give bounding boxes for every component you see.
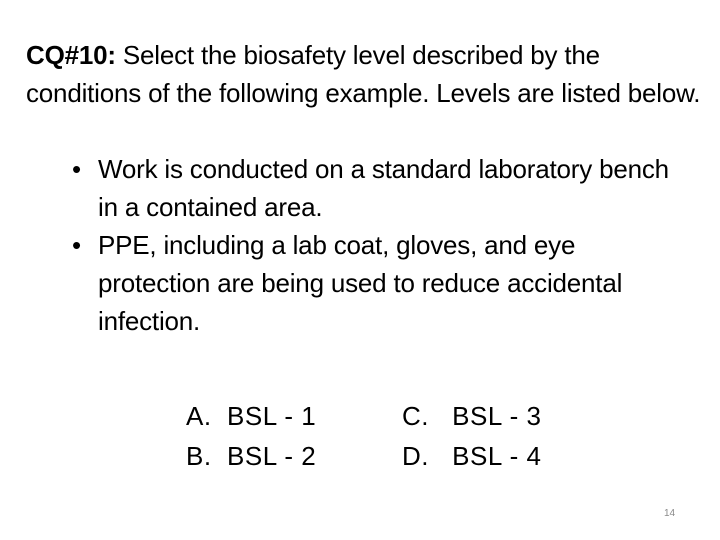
condition-list (72, 150, 692, 340)
choice-c: C. BSL - 3 (402, 401, 542, 431)
condition-text: PPE, including a lab coat, gloves, and eye protection are being used to reduce accidental infection. (98, 230, 623, 336)
question-label: CQ#10: (26, 40, 116, 70)
answer-choices-left (186, 396, 316, 476)
bullet-icon: • (72, 154, 81, 184)
list-item (72, 150, 692, 226)
condition-text: Work is conducted on a standard laboratory bench in a contained area. (98, 154, 669, 222)
choice-d: D. BSL - 4 (402, 441, 542, 471)
question-body: Select the biosafety level described by the conditions of the following example. Levels are listed below. (26, 40, 701, 108)
bullet-icon: • (72, 230, 81, 260)
list-item (72, 226, 692, 340)
answer-choices-right (402, 396, 541, 476)
page-number: 14 (664, 508, 676, 519)
choice-b: B. BSL - 2 (186, 441, 317, 471)
choice-a: A. BSL - 1 (186, 401, 317, 431)
question-text (26, 36, 706, 112)
